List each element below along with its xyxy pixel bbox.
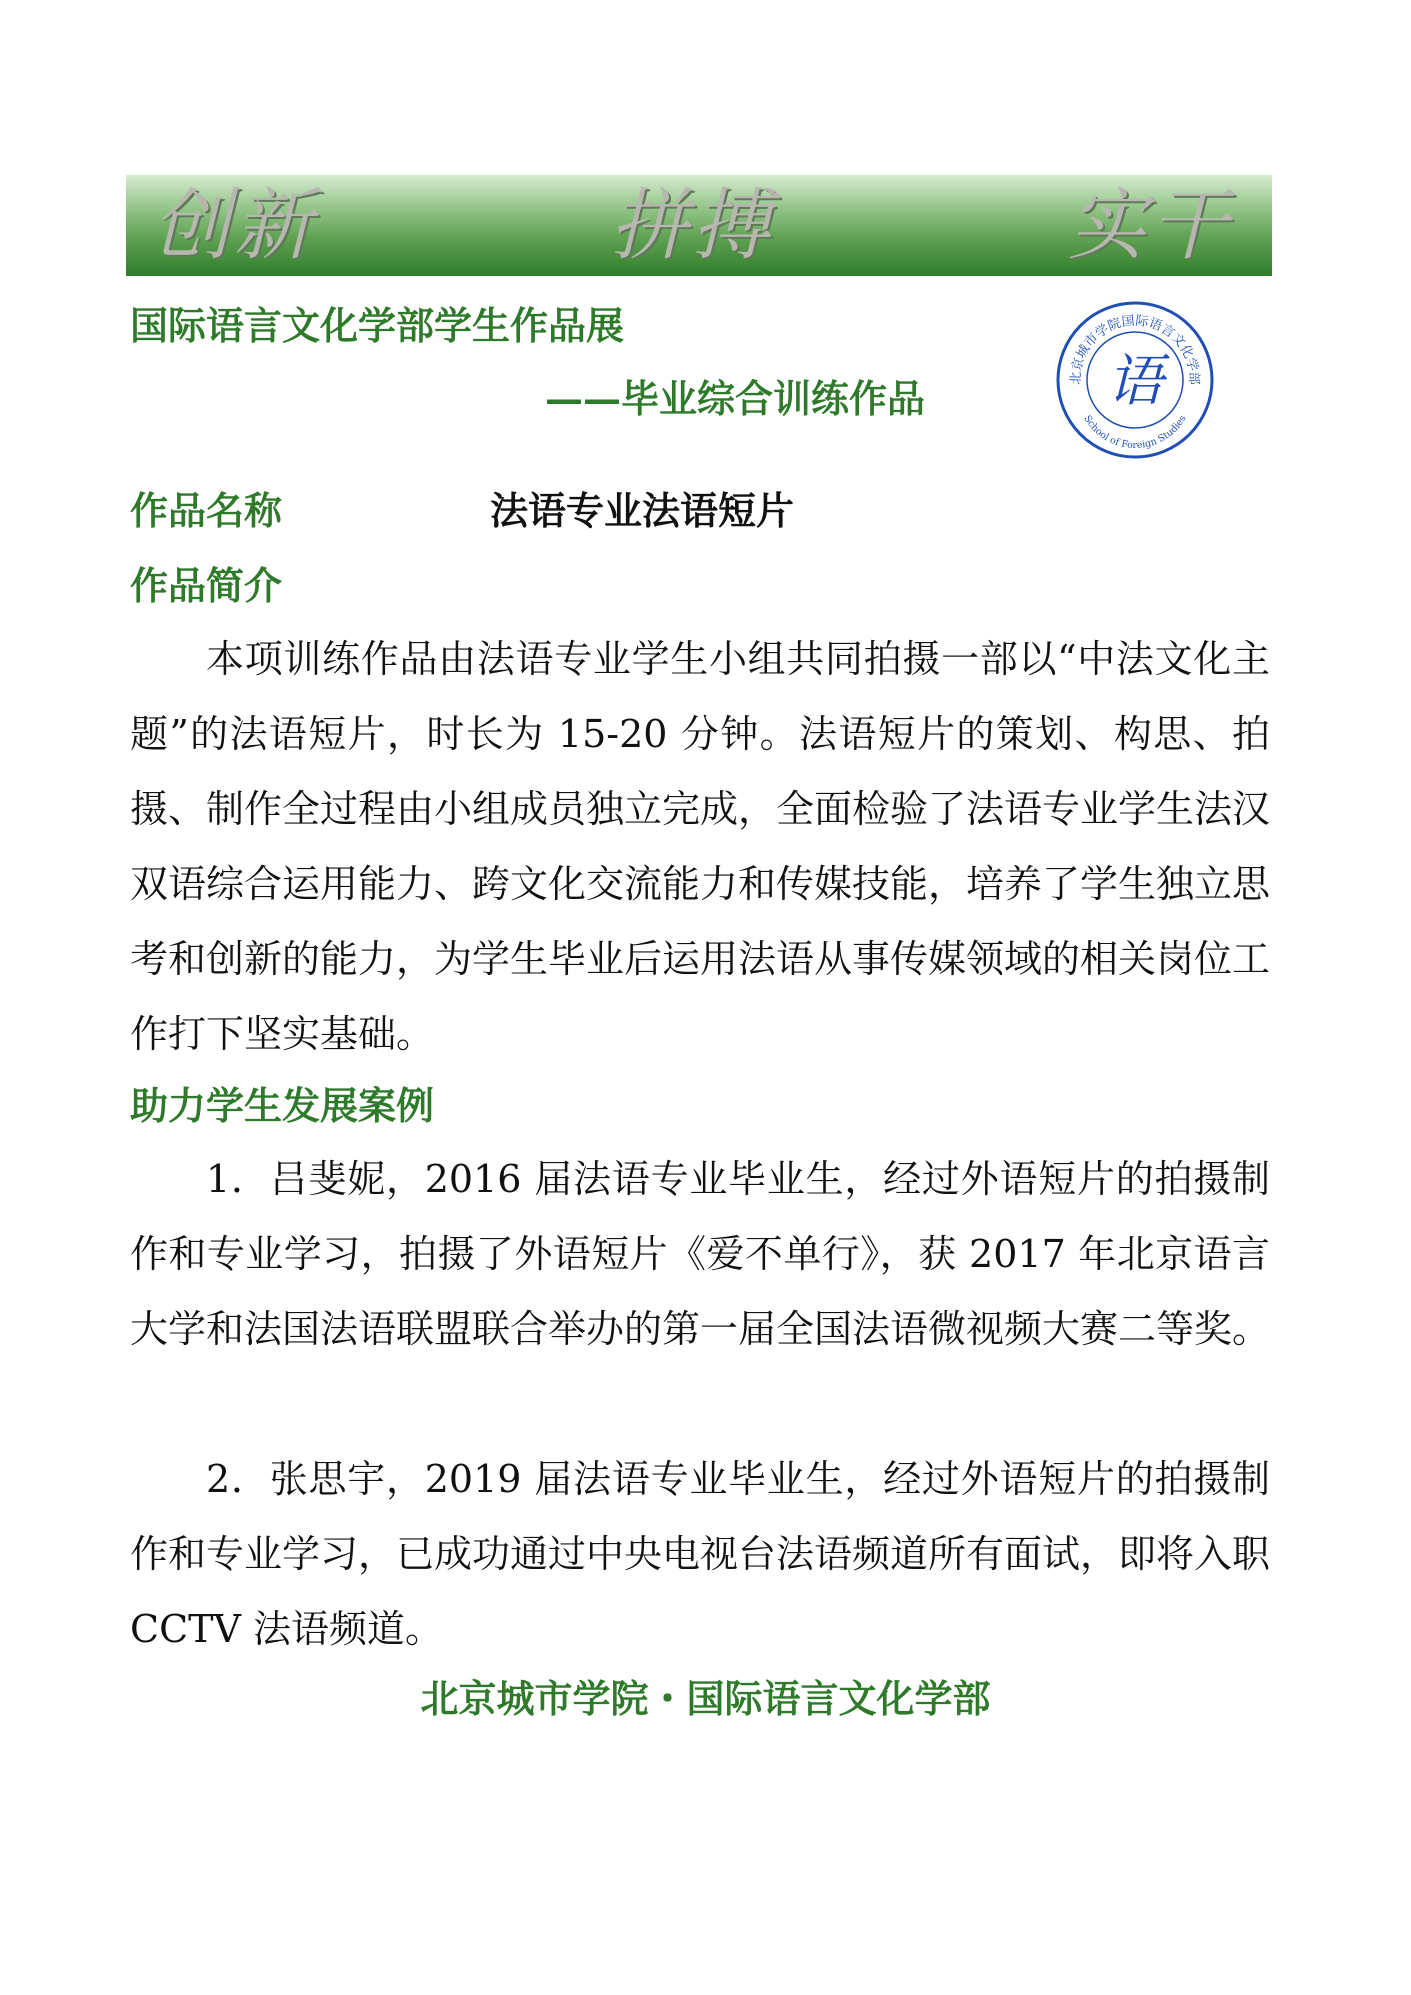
svg-text:School of Foreign Studies: School of Foreign Studies <box>1081 413 1189 452</box>
school-seal-logo <box>1055 300 1215 460</box>
case-item-1: 1．吕斐妮，2016 届法语专业毕业生，经过外语短片的拍摄制作和专业学习，拍摄了外语短片《爱不单行》，获 2017 年北京语言大学和法国法语联盟联合举办的第一届全国法语微视频大赛二等奖。 <box>130 1157 1271 1351</box>
case-item-2: 2．张思宇，2019 届法语专业毕业生，经过外语短片的拍摄制作和专业学习，已成功通过中央电视台法语频道所有面试，即将入职 CCTV 法语频道。 <box>130 1457 1271 1651</box>
page-title: 国际语言文化学部学生作品展 <box>130 303 625 348</box>
work-intro-text: 本项训练作品由法语专业学生小组共同拍摄一部以“中法文化主题”的法语短片，时长为 15-20 分钟。法语短片的策划、构思、拍摄、制作全过程由小组成员独立完成，全面检验了法语专业学生法汉双语综合运用能力、跨文化交流能力和传媒技能，培养了学生独立思考和创新的能力，为学生毕业后运用法语从事传媒领域的相关岗位工作打下坚实基础。 <box>130 637 1271 1056</box>
slogan-word-3: 实干 <box>1067 180 1232 271</box>
svg-text:北京城市学院国际语言文化学部: 北京城市学院国际语言文化学部 <box>1068 313 1202 385</box>
cases-label: 助力学生发展案例 <box>130 1083 435 1128</box>
page-subtitle: ——毕业综合训练作品 <box>545 376 926 421</box>
work-intro-label: 作品简介 <box>130 563 283 608</box>
svg-text:语: 语 <box>1107 349 1163 414</box>
work-name-value: 法语专业法语短片 <box>490 488 795 533</box>
slogan-word-1: 创新 <box>152 180 317 271</box>
slogan-banner <box>126 175 1272 276</box>
slogan-word-2: 拼搏 <box>609 180 774 271</box>
work-name-label: 作品名称 <box>130 488 283 533</box>
footer-org: 北京城市学院・国际语言文化学部 <box>420 1676 991 1721</box>
